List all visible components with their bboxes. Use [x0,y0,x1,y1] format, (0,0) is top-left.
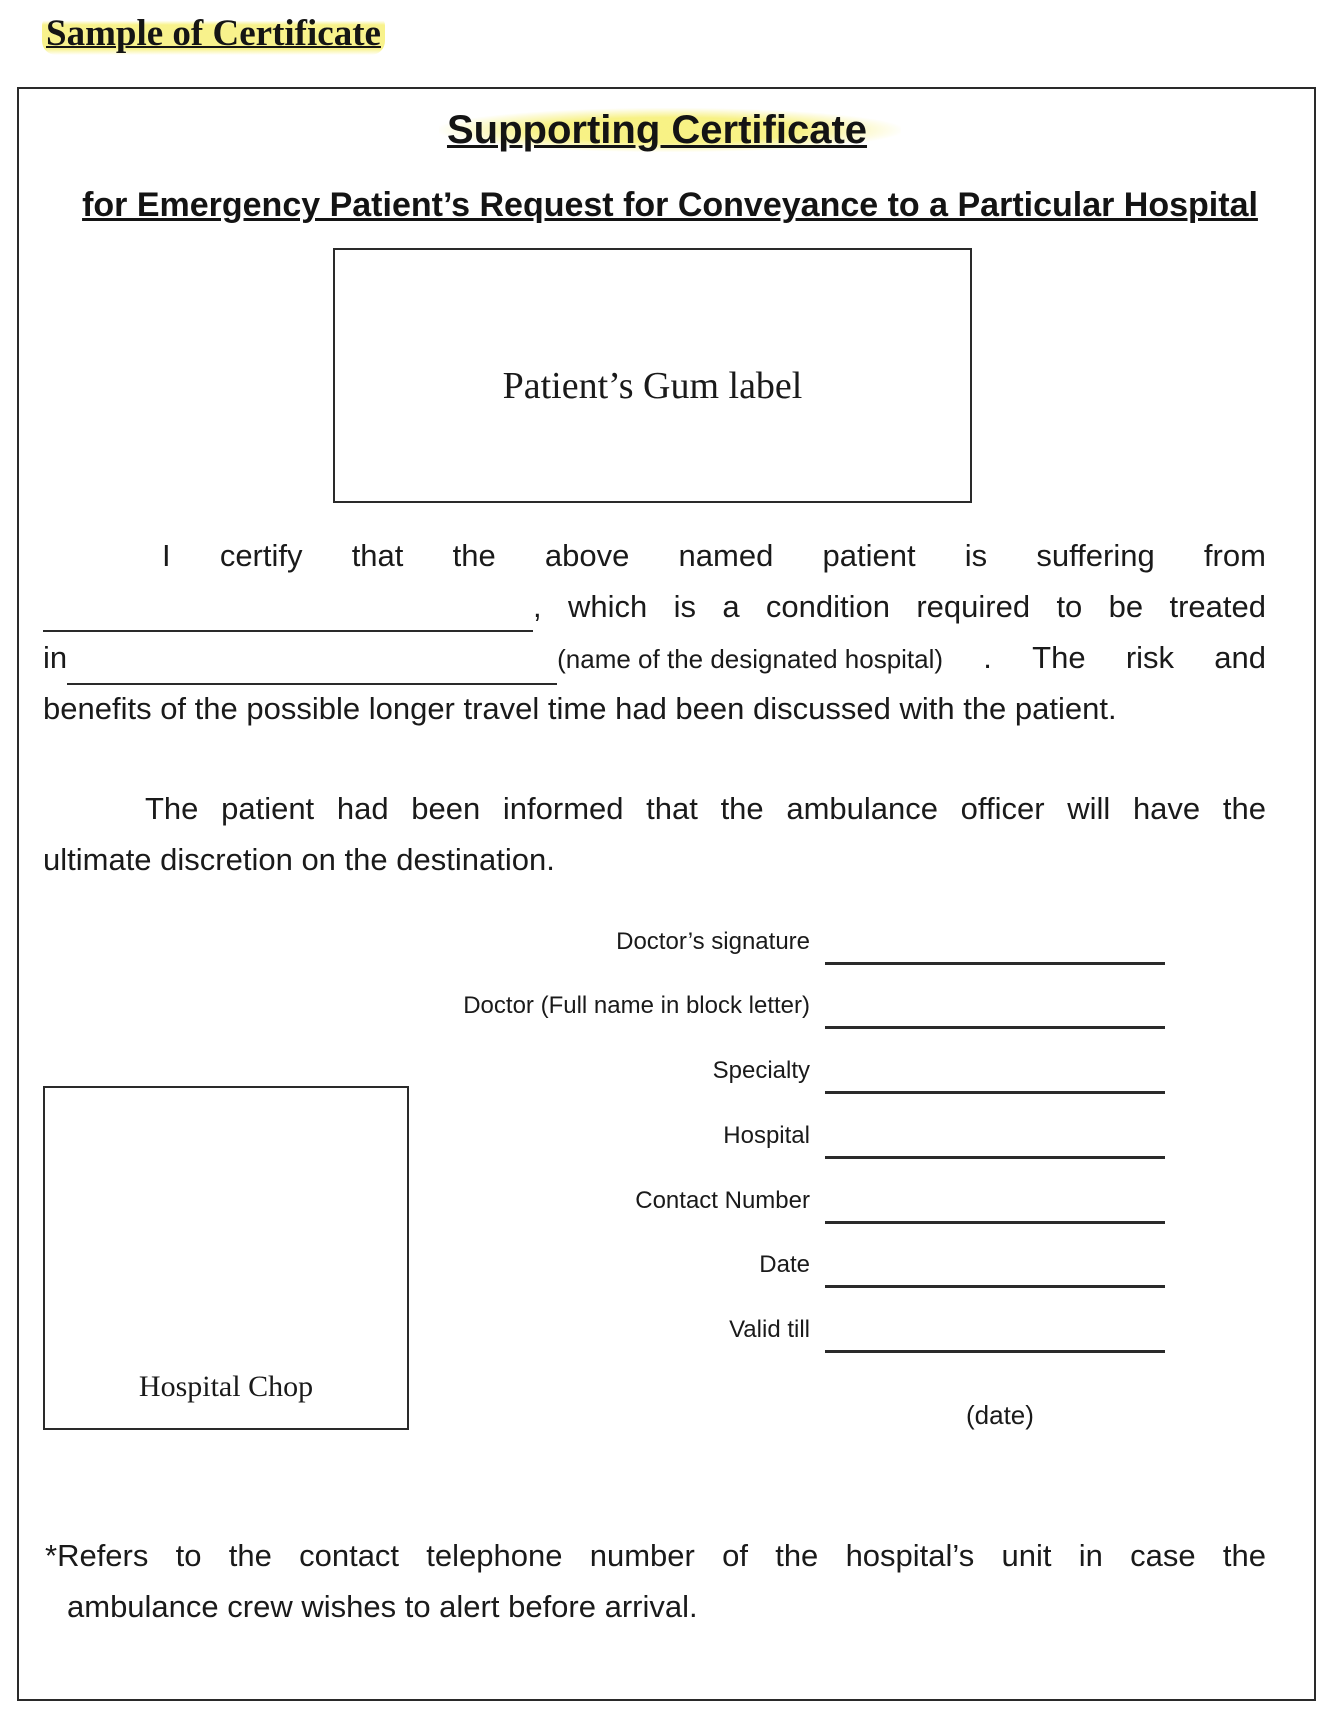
gum-label-text: Patient’s Gum label [502,365,803,407]
word: of [722,1538,748,1573]
valid-till-line[interactable] [825,1350,1165,1353]
word: and [1214,640,1266,675]
word: the [1222,791,1266,826]
certificate-title-text: Supporting Certificate [439,108,901,152]
paragraph1-line3 [43,632,1266,685]
date-label: Date [759,1251,810,1278]
word: been [411,791,481,826]
word: the [228,1538,272,1573]
footnote-line2: ambulance crew wishes to alert before arrival. [67,1589,698,1624]
contact-number-line[interactable] [825,1221,1165,1224]
word: The [145,791,199,826]
word: case [1130,1538,1196,1573]
word: condition [765,589,890,624]
word: treated [1169,589,1266,624]
word: is [964,538,988,573]
word: number [589,1538,695,1573]
word: patient [822,538,916,573]
hospital-note: (name of the designated hospital) [557,644,944,674]
hospital-line[interactable] [825,1156,1165,1159]
word: *Refers [45,1538,149,1573]
paragraph1-line1 [162,530,1266,581]
word: unit [1001,1538,1052,1573]
sample-title: Sample of Certificate [42,12,385,55]
word: , [533,589,542,624]
specialty-line[interactable] [825,1091,1165,1094]
hospital-blank[interactable] [67,647,557,685]
hospital-group [43,632,943,685]
word: required [916,589,1031,624]
word: above [544,538,630,573]
word: contact [299,1538,400,1573]
word: telephone [426,1538,563,1573]
word: the [452,538,496,573]
word: that [646,791,698,826]
paragraph2-line2: ultimate discretion on the destination. [43,842,555,877]
word: The [1032,640,1086,675]
word: informed [502,791,624,826]
word: be [1108,589,1144,624]
word: which [567,589,648,624]
specialty-label: Specialty [712,1057,810,1084]
valid-till-label: Valid till [729,1316,810,1343]
word: from [1203,538,1266,573]
word: ambulance [786,791,938,826]
word: suffering [1036,538,1155,573]
doctor-full-name-label: Doctor (Full name in block letter) [463,992,810,1019]
word: certify [219,538,303,573]
doctor-full-name-line[interactable] [825,1026,1165,1029]
word: have [1132,791,1201,826]
footnote-line1 [45,1530,1266,1581]
word: in [1078,1538,1103,1573]
hospital-label: Hospital [723,1122,810,1149]
certificate-subtitle: for Emergency Patient’s Request for Conveyance to a Particular Hospital [82,186,1258,224]
word: had [336,791,389,826]
hospital-chop-label: Hospital Chop [138,1370,314,1403]
date-note: (date) [966,1400,1034,1430]
doctor-signature-label: Doctor’s signature [616,928,810,955]
contact-number-label: Contact Number [635,1187,810,1214]
word: a [722,589,740,624]
certificate-title [0,108,1340,153]
word: named [678,538,774,573]
word: risk [1125,640,1175,675]
word: patient [221,791,315,826]
word: will [1067,791,1111,826]
word: the [1222,1538,1266,1573]
doctor-signature-line[interactable] [825,962,1165,965]
date-line[interactable] [825,1285,1165,1288]
word: the [720,791,764,826]
word: the [775,1538,819,1573]
word: is [673,589,696,624]
word: that [351,538,404,573]
word: hospital’s [845,1538,975,1573]
word: . [983,640,992,675]
word: in [43,640,68,675]
condition-group [43,581,542,632]
word: to [1056,589,1083,624]
word: I [162,538,171,573]
paragraph1-line4: benefits of the possible longer travel time had been discussed with the patient. [43,691,1117,726]
word: officer [960,791,1045,826]
paragraph1-line2 [43,581,1266,632]
paragraph2-line1 [145,783,1266,834]
word: to [175,1538,202,1573]
condition-blank[interactable] [43,594,533,632]
